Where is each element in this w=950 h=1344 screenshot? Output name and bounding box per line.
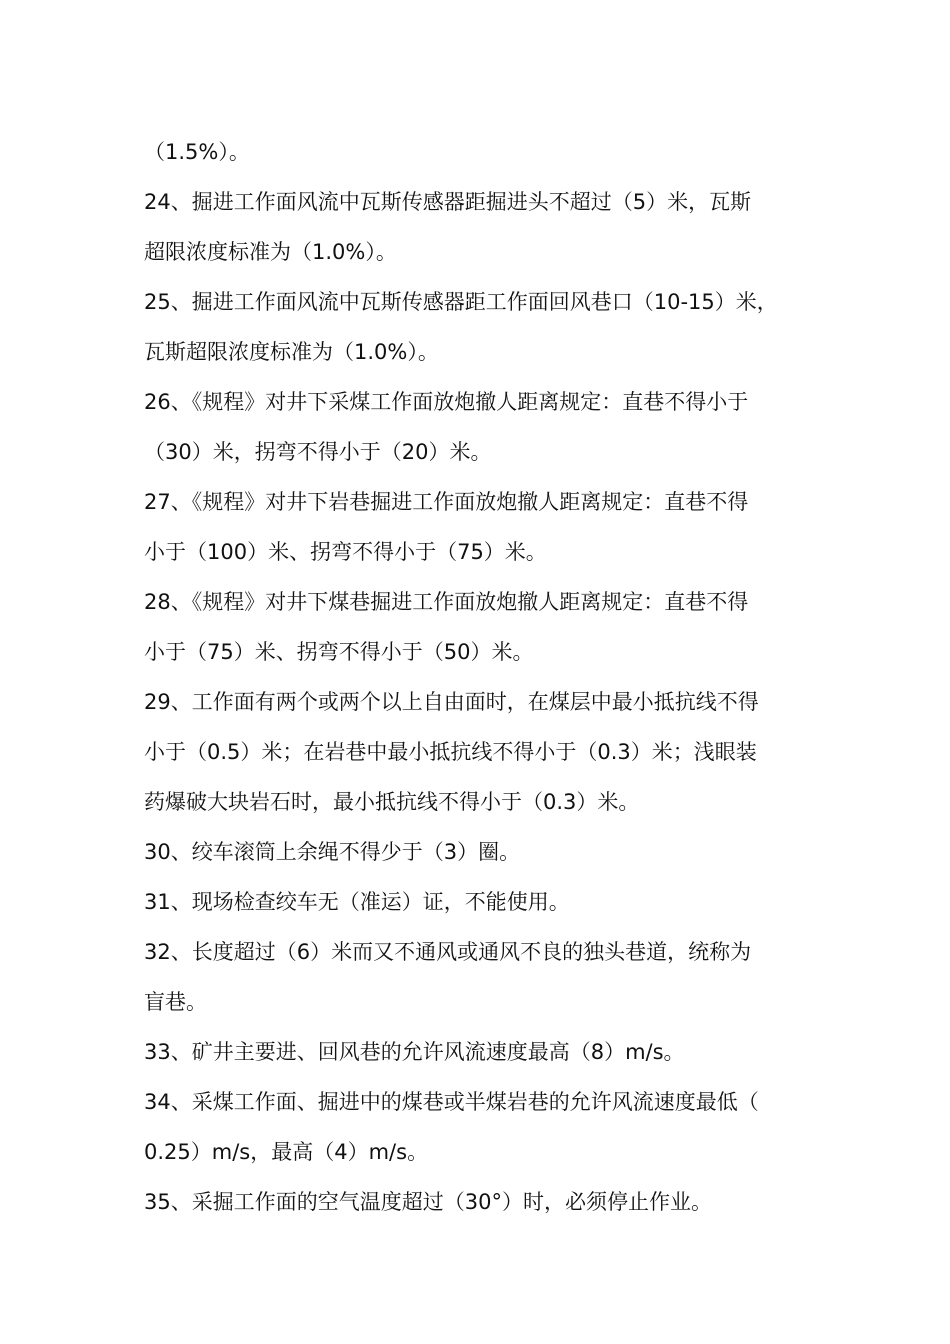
text-line: 瓦斯超限浓度标准为（1.0%）。 — [144, 340, 439, 364]
text-line: 34、采煤工作面、掘进中的煤巷或半煤岩巷的允许风流速度最低（ — [144, 1090, 759, 1114]
document-body — [144, 127, 834, 1227]
text-line: （30）米，拐弯不得小于（20）米。 — [144, 440, 492, 464]
text-line: 小于（100）米、拐弯不得小于（75）米。 — [144, 540, 547, 564]
text-line: 28、《规程》对井下煤巷掘进工作面放炮撤人距离规定：直巷不得 — [144, 590, 749, 614]
text-line: 32、长度超过（6）米而又不通风或通风不良的独头巷道，统称为 — [144, 940, 752, 964]
text-line: 26、《规程》对井下采煤工作面放炮撤人距离规定：直巷不得小于 — [144, 390, 749, 414]
text-line: 27、《规程》对井下岩巷掘进工作面放炮撤人距离规定：直巷不得 — [144, 490, 749, 514]
text-line: 33、矿井主要进、回风巷的允许风流速度最高（8）m/s。 — [144, 1040, 685, 1064]
text-line: 盲巷。 — [144, 990, 207, 1014]
text-line: 超限浓度标准为（1.0%）。 — [144, 240, 397, 264]
text-line: 小于（75）米、拐弯不得小于（50）米。 — [144, 640, 534, 664]
text-line: 24、掘进工作面风流中瓦斯传感器距掘进头不超过（5）米，瓦斯 — [144, 190, 752, 214]
text-line: 药爆破大块岩石时，最小抵抗线不得小于（0.3）米。 — [144, 790, 640, 814]
text-line: 29、工作面有两个或两个以上自由面时，在煤层中最小抵抗线不得 — [144, 690, 759, 714]
text-line: 0.25）m/s，最高（4）m/s。 — [144, 1140, 429, 1164]
text-line: （1.5%）。 — [144, 140, 250, 164]
text-line: 25、掘进工作面风流中瓦斯传感器距工作面回风巷口（10-15）米， — [144, 290, 778, 314]
text-line: 35、采掘工作面的空气温度超过（30°）时，必须停止作业。 — [144, 1190, 712, 1214]
text-line: 31、现场检查绞车无（准运）证，不能使用。 — [144, 890, 570, 914]
text-line: 小于（0.5）米；在岩巷中最小抵抗线不得小于（0.3）米；浅眼装 — [144, 740, 757, 764]
text-line: 30、绞车滚筒上余绳不得少于（3）圈。 — [144, 840, 521, 864]
